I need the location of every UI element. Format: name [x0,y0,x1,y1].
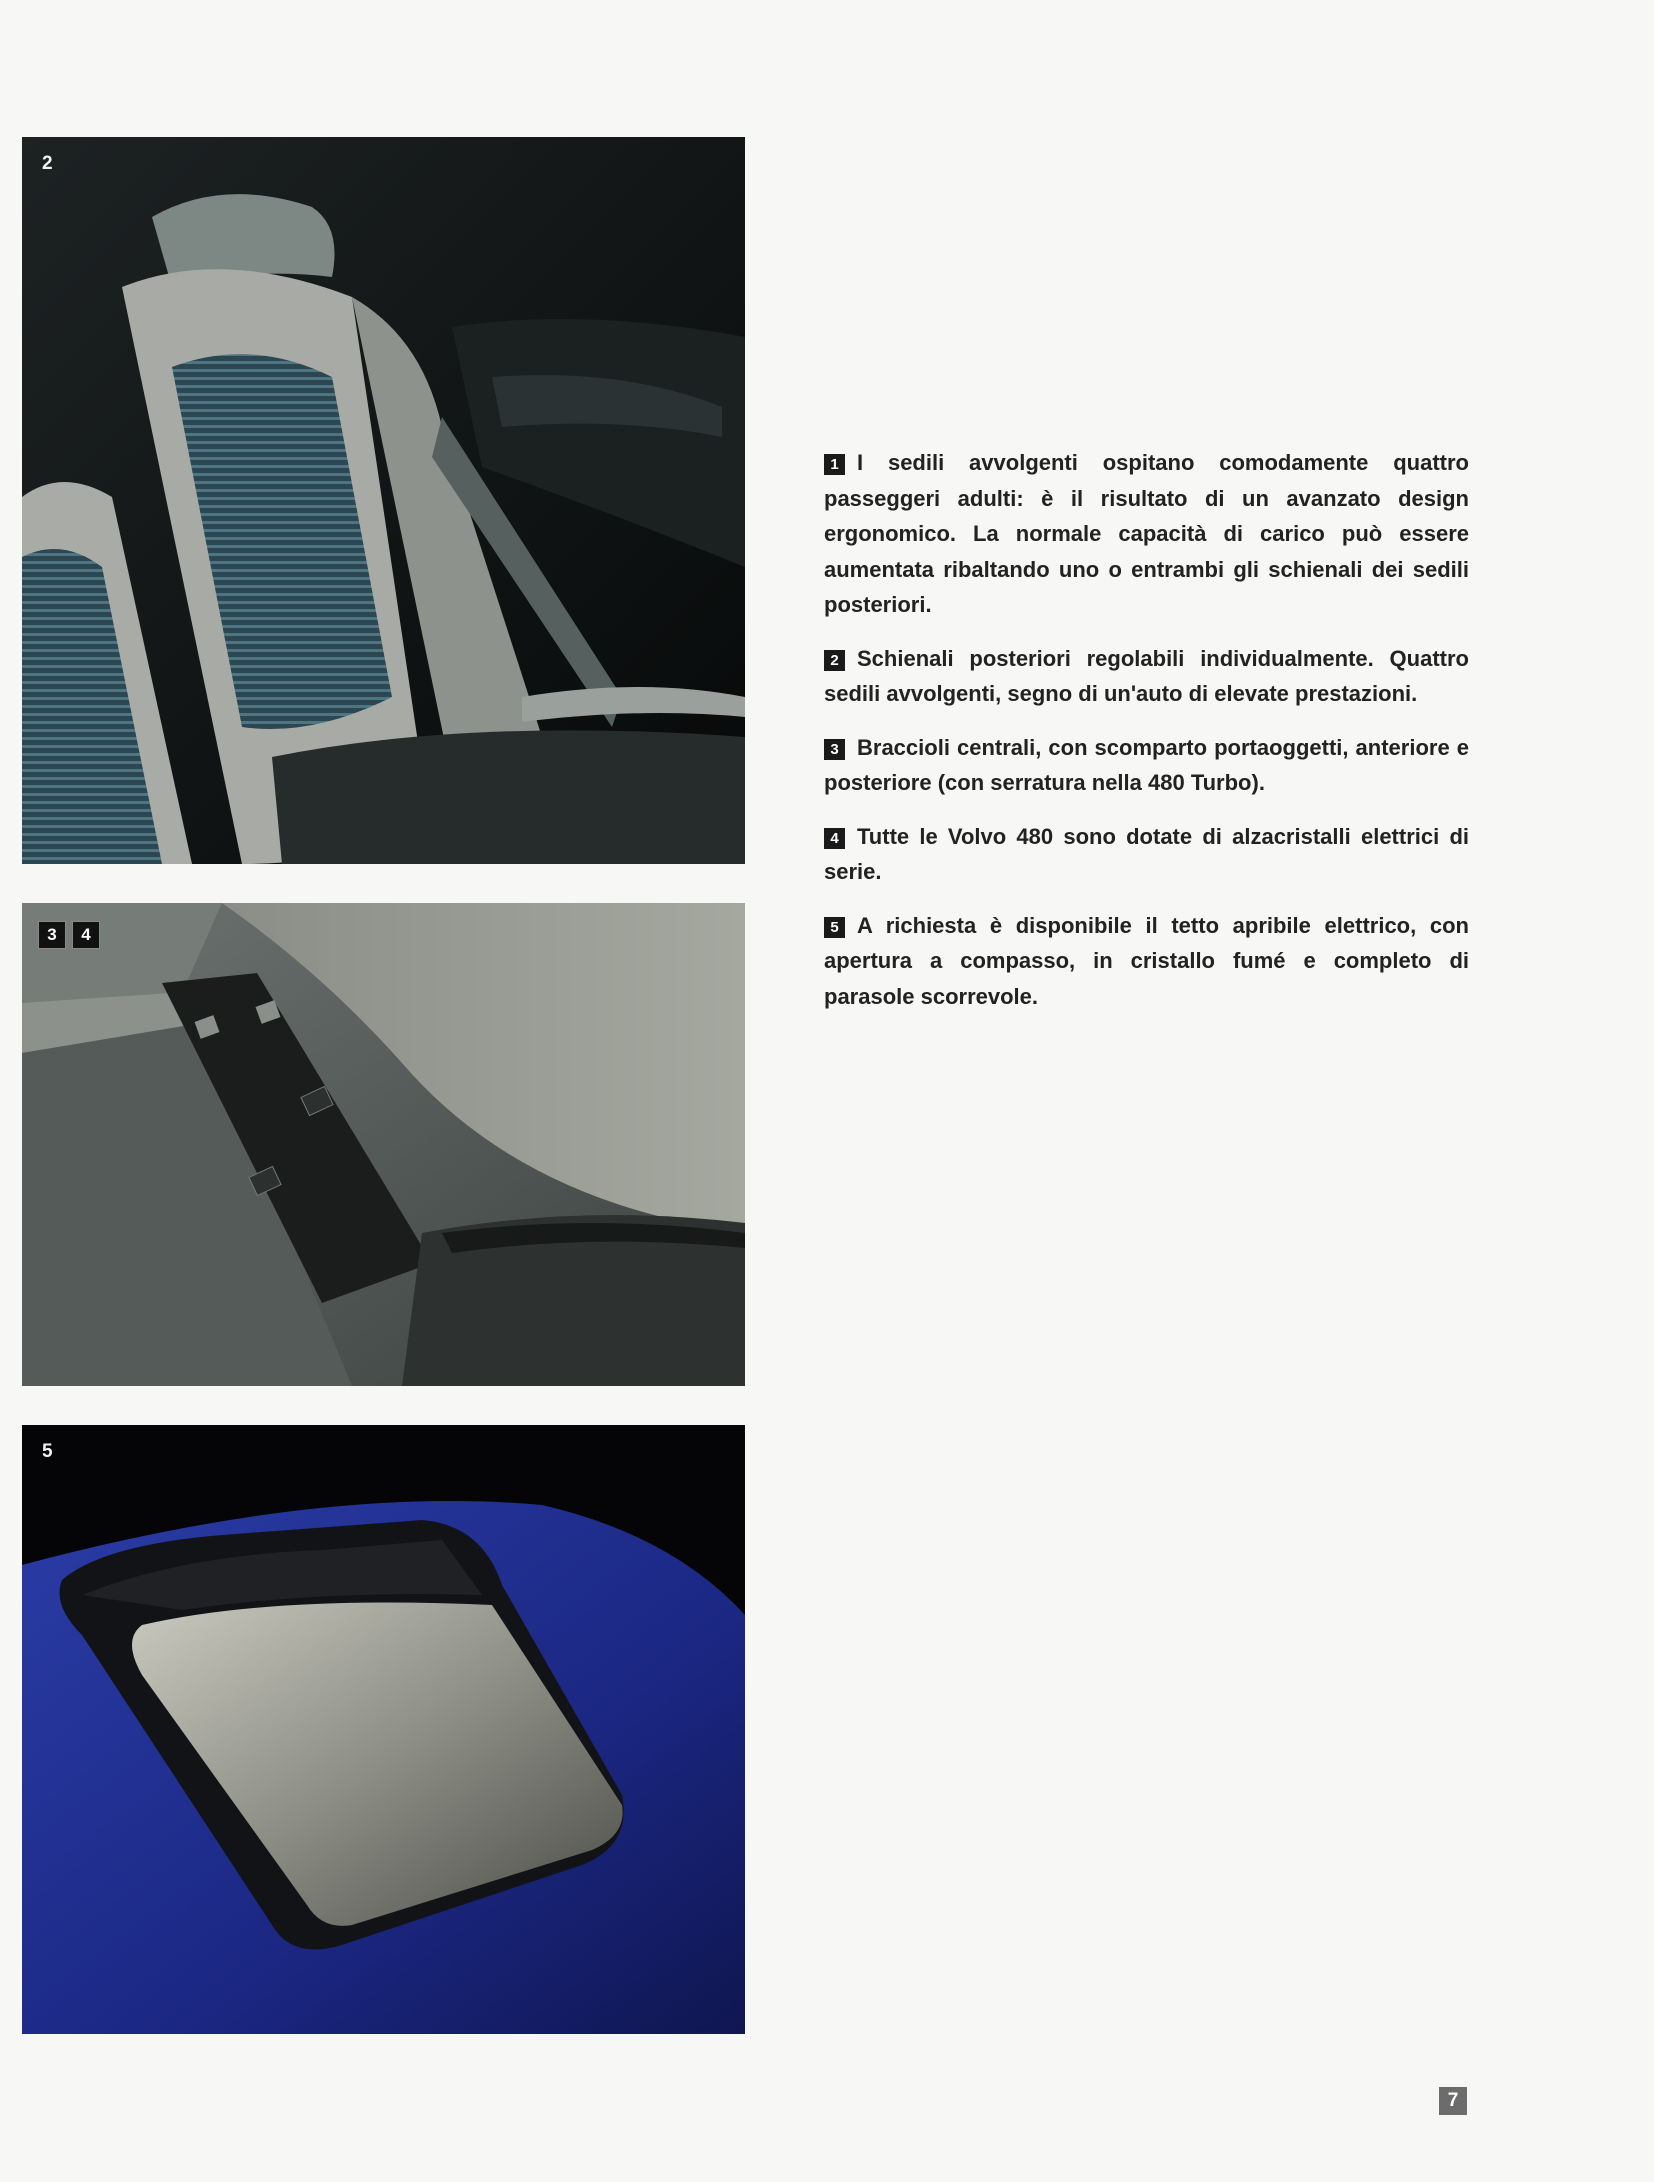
paragraph-1 [824,445,1469,623]
marker-2: 2 [824,650,845,671]
marker-3: 3 [824,739,845,760]
photo-label-3: 3 [38,921,66,949]
photo-sunroof [22,1425,745,2034]
photo-seats [22,137,745,864]
paragraph-3-text: Braccioli centrali, con scomparto portaoggetti, anteriore e posteriore (con serratura nella 480 Turbo). [824,734,1469,795]
marker-5: 5 [824,917,845,938]
marker-1: 1 [824,454,845,475]
page-number: 7 [1439,2087,1467,2115]
seats-illustration [22,137,745,864]
photo-label-2: 2 [42,153,53,174]
paragraph-5-text: A richiesta è disponibile il tetto apribile elettrico, con apertura a compasso, in cristallo fumé e completo di parasole scorrevole. [824,912,1469,1009]
paragraph-1-text: I sedili avvolgenti ospitano comodamente quattro passeggeri adulti: è il risultato di un avanzato design ergonomico. La normale capacità di carico può essere aumentata ribaltando uno o entrambi gli schienali dei sedili posteriori. [824,450,1469,617]
feature-descriptions [824,445,1469,1032]
paragraph-4 [824,819,1469,890]
marker-4: 4 [824,828,845,849]
paragraph-4-text: Tutte le Volvo 480 sono dotate di alzacristalli elettrici di serie. [824,823,1469,884]
console-illustration [22,903,745,1386]
photo-label-5: 5 [42,1441,53,1462]
sunroof-illustration [22,1425,745,2034]
photo-label-3-4 [38,921,100,949]
paragraph-2 [824,641,1469,712]
paragraph-2-text: Schienali posteriori regolabili individualmente. Quattro sedili avvolgenti, segno di un'auto di elevate prestazioni. [824,645,1469,706]
paragraph-3 [824,730,1469,801]
photo-label-4: 4 [72,921,100,949]
photo-console [22,903,745,1386]
paragraph-5 [824,908,1469,1015]
